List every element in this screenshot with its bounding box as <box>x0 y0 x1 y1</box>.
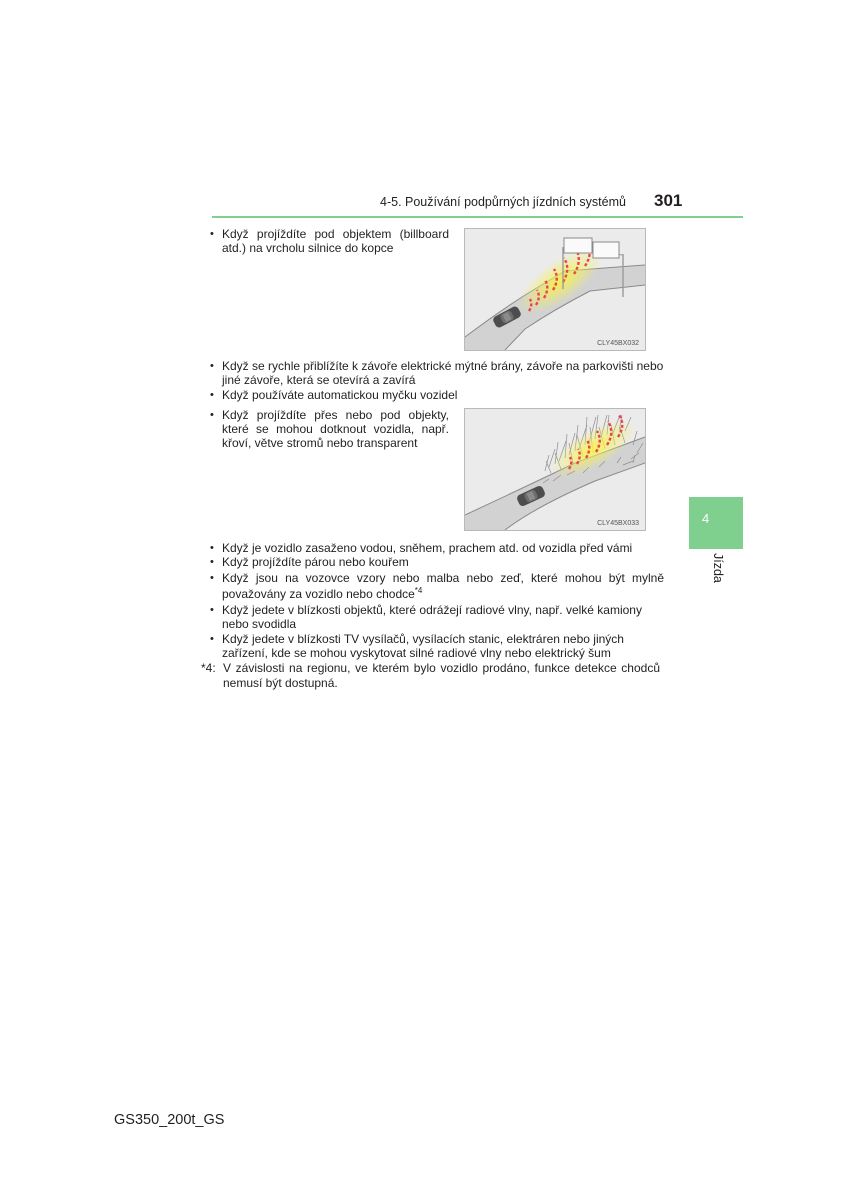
list-item-text: Když projíždíte pod objektem (billboard atd.) na vrcholu silnice do kopce <box>222 227 449 255</box>
list-item-text: Když se rychle přiblížíte k závoře elektrické mýtné brány, závoře na parkovišti nebo jiné závoře, která se otevírá a zavírá <box>222 359 664 387</box>
footnote <box>200 661 660 691</box>
header-rule <box>212 216 743 218</box>
footnote-mark: *4: <box>201 661 216 675</box>
list-item <box>210 632 664 660</box>
list-item <box>210 408 449 450</box>
list-item-text: Když jedete v blízkosti TV vysílačů, vysílacích stanic, elektráren nebo jiných zařízení, kde se mohou vyskytovat silné radiové vlny nebo elektrický šum <box>222 632 624 660</box>
list-item-text: Když projíždíte přes nebo pod objekty, které se mohou dotknout vozidla, např. křoví, větve stromů nebo transparent <box>222 408 449 450</box>
figure-code: CLY45BX033 <box>597 520 639 527</box>
list-item-text: Když jsou na vozovce vzory nebo malba nebo zeď, které mohou být mylně považovány za vozidlo nebo chodce <box>222 571 664 601</box>
page-number: 301 <box>654 191 683 210</box>
bushes-illustration <box>465 409 645 530</box>
list-item <box>210 388 664 402</box>
list-item <box>210 555 664 569</box>
list-item-text: Když projíždíte párou nebo kouřem <box>222 555 409 569</box>
chapter-label: Jízda <box>711 553 725 583</box>
chapter-number: 4 <box>702 511 710 526</box>
list-item-text: Když je vozidlo zasaženo vodou, sněhem, prachem atd. od vozidla před vámi <box>222 541 633 555</box>
figure-billboard <box>464 228 646 351</box>
list-item <box>210 359 664 387</box>
figure-code: CLY45BX032 <box>597 340 639 347</box>
list-item <box>210 541 664 555</box>
billboard-illustration <box>465 229 645 350</box>
section-title: 4-5. Používání podpůrných jízdních systémů <box>380 195 626 209</box>
list-item-text: Když používáte automatickou myčku vozidel <box>222 388 458 402</box>
list-item <box>210 570 664 602</box>
footer-model: GS350_200t_GS <box>114 1112 225 1128</box>
list-item <box>210 603 664 631</box>
list-item <box>210 227 449 255</box>
footnote-ref[interactable]: *4 <box>414 586 423 595</box>
figure-bushes <box>464 408 646 531</box>
list-item-text: Když jedete v blízkosti objektů, které odrážejí radiové vlny, např. velké kamiony nebo svodidla <box>222 603 642 631</box>
chapter-tab[interactable] <box>689 497 743 549</box>
footnote-text: V závislosti na regionu, ve kterém bylo vozidlo prodáno, funkce detekce chodců nemusí být dostupná. <box>223 661 660 690</box>
